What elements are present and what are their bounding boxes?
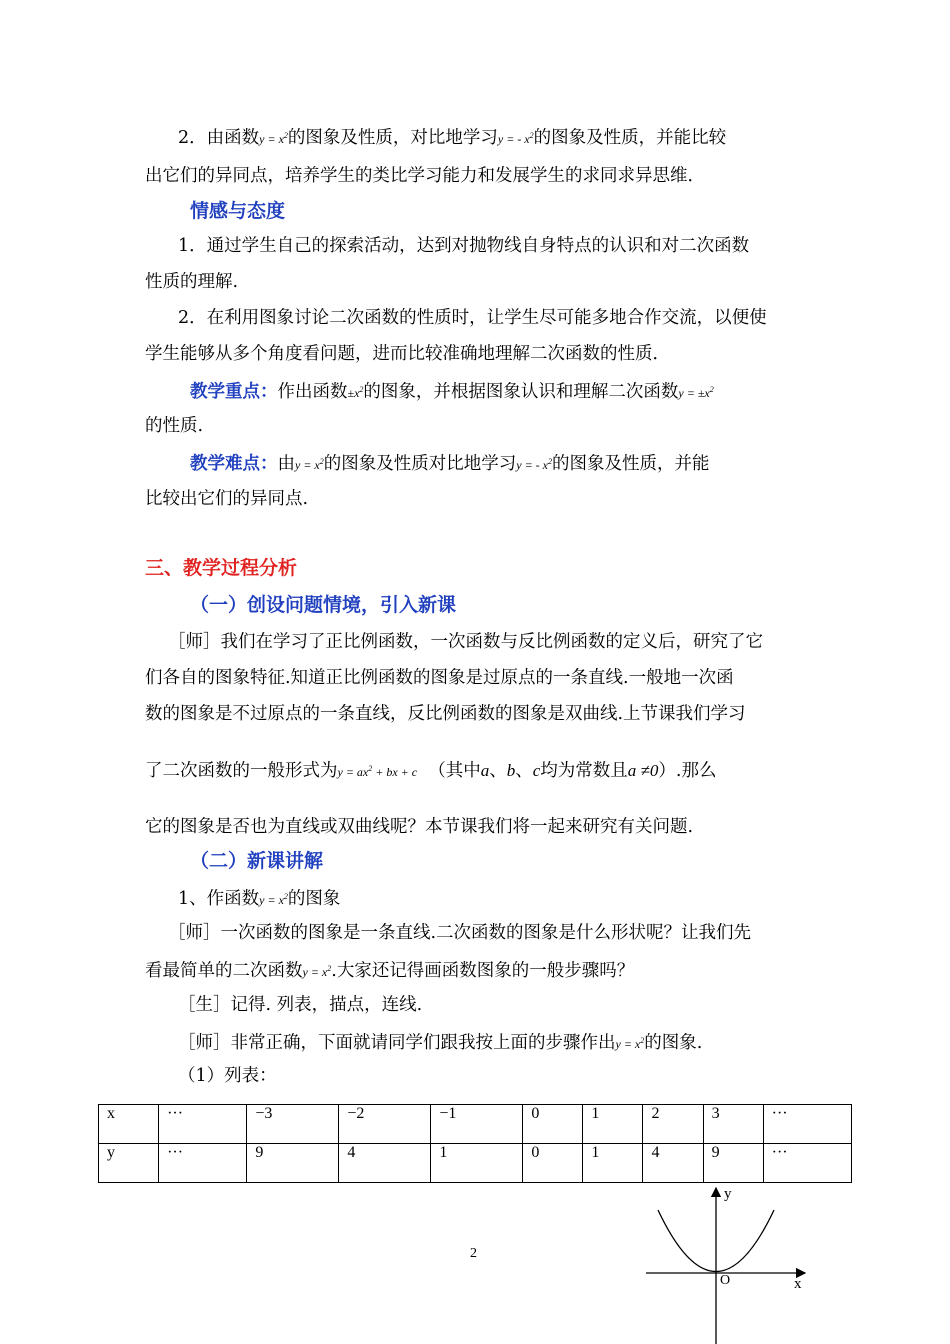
teacher-1-line-1: ［师］我们在学习了正比例函数，一次函数与反比例函数的定义后，研究了它: [168, 632, 763, 652]
table-cell: ···: [159, 1144, 247, 1183]
emotion-1-line-2: 性质的理解.: [145, 272, 239, 292]
table-cell: 0: [523, 1105, 583, 1144]
difficulty-line-1: 教学难点：由$y = x^2$的图象及性质对比地学习y = - $x^2$的图象及性质，并能: [190, 454, 710, 474]
table-row: [99, 1144, 852, 1183]
subsection-1-title: （一）创设问题情境，引入新课: [190, 594, 457, 616]
student-1: ［生］记得. 列表，描点，连线.: [178, 995, 423, 1015]
x-axis-label: x: [794, 1276, 802, 1292]
table-cell: 4: [339, 1144, 431, 1183]
subsection-2-title: （二）新课讲解: [190, 850, 324, 872]
teacher-2-line-2: 看最简单的二次函数$y = x^2$.大家还记得画函数图象的一般步骤吗？: [145, 961, 635, 981]
parabola-graph: [640, 1180, 820, 1344]
step-1-label: （1）列表：: [178, 1066, 277, 1086]
table-cell: −1: [431, 1105, 523, 1144]
table-cell: y: [99, 1144, 159, 1183]
emotion-2-line-2: 学生能够从多个角度看问题，进而比较准确地理解二次函数的性质．: [145, 344, 670, 364]
general-form-formula: $y = ax^2$ + bx + c: [337, 764, 418, 779]
table-cell: 0: [523, 1144, 583, 1183]
y-axis-label: y: [724, 1186, 732, 1202]
table-cell: 1: [431, 1144, 523, 1183]
section-3-title: 三、教学过程分析: [145, 557, 298, 579]
table-cell: ···: [159, 1105, 247, 1144]
origin-label: O: [720, 1273, 731, 1288]
teacher-3: ［师］非常正确，下面就请同学们跟我按上面的步骤作出$y = x^2$的图象.: [178, 1033, 703, 1053]
emotion-2-line-1: 2．在利用图象讨论二次函数的性质时，让学生尽可能多地合作交流，以便使: [178, 308, 767, 328]
objective-2-line-2: 出它们的异同点，培养学生的类比学习能力和发展学生的求同求异思维．: [145, 166, 705, 186]
table-cell: x: [99, 1105, 159, 1144]
table-cell: 4: [643, 1144, 703, 1183]
heading-emotion-attitude: 情感与态度: [190, 200, 286, 222]
teacher-1-line-5: 它的图象是否也为直线或双曲线呢？本节课我们将一起来研究有关问题.: [145, 817, 694, 837]
values-table: [98, 1104, 852, 1183]
table-cell: ···: [763, 1105, 851, 1144]
objective-2-line-1: 2．由函数$y = x^2$的图象及性质，对比地学习y = - $x^2$的图象及性质，并能比较: [178, 128, 727, 148]
table-cell: 9: [247, 1144, 339, 1183]
table-cell: ···: [763, 1144, 851, 1183]
table-cell: 1: [583, 1105, 643, 1144]
teacher-1-line-2: 们各自的图象特征.知道正比例函数的图象是过原点的一条直线.一般地一次函: [145, 668, 734, 688]
table-cell: −3: [247, 1105, 339, 1144]
difficulty-label: 教学难点：: [190, 454, 278, 474]
table-cell: 9: [703, 1144, 763, 1183]
teacher-1-line-4: 了二次函数的一般形式为$y = ax^2$ + bx + c （其中a、b、c均为常数且a ≠0）.那么: [145, 761, 717, 781]
page-number: 2: [470, 1246, 477, 1261]
table-row: [99, 1105, 852, 1144]
teacher-2-line-1: ［师］一次函数的图象是一条直线.二次函数的图象是什么形状呢？让我们先: [168, 923, 752, 943]
table-cell: 1: [583, 1144, 643, 1183]
item-1-heading: 1、作函数$y = x^2$的图象: [178, 889, 341, 909]
teacher-1-line-3: 数的图象是不过原点的一条直线，反比例函数的图象是双曲线.上节课我们学习: [145, 704, 746, 724]
key-point-line-1: 教学重点：作出函数$\pm x^2$的图象，并根据图象认识和理解二次函数$y = \pm x^2$: [190, 382, 714, 402]
difficulty-line-2: 比较出它们的异同点.: [145, 489, 309, 509]
key-point-label: 教学重点：: [190, 382, 278, 402]
table-cell: 2: [643, 1105, 703, 1144]
emotion-1-line-1: 1．通过学生自己的探索活动，达到对抛物线自身特点的认识和对二次函数: [178, 236, 750, 256]
table-cell: 3: [703, 1105, 763, 1144]
table-cell: −2: [339, 1105, 431, 1144]
key-point-line-2: 的性质.: [145, 416, 204, 436]
